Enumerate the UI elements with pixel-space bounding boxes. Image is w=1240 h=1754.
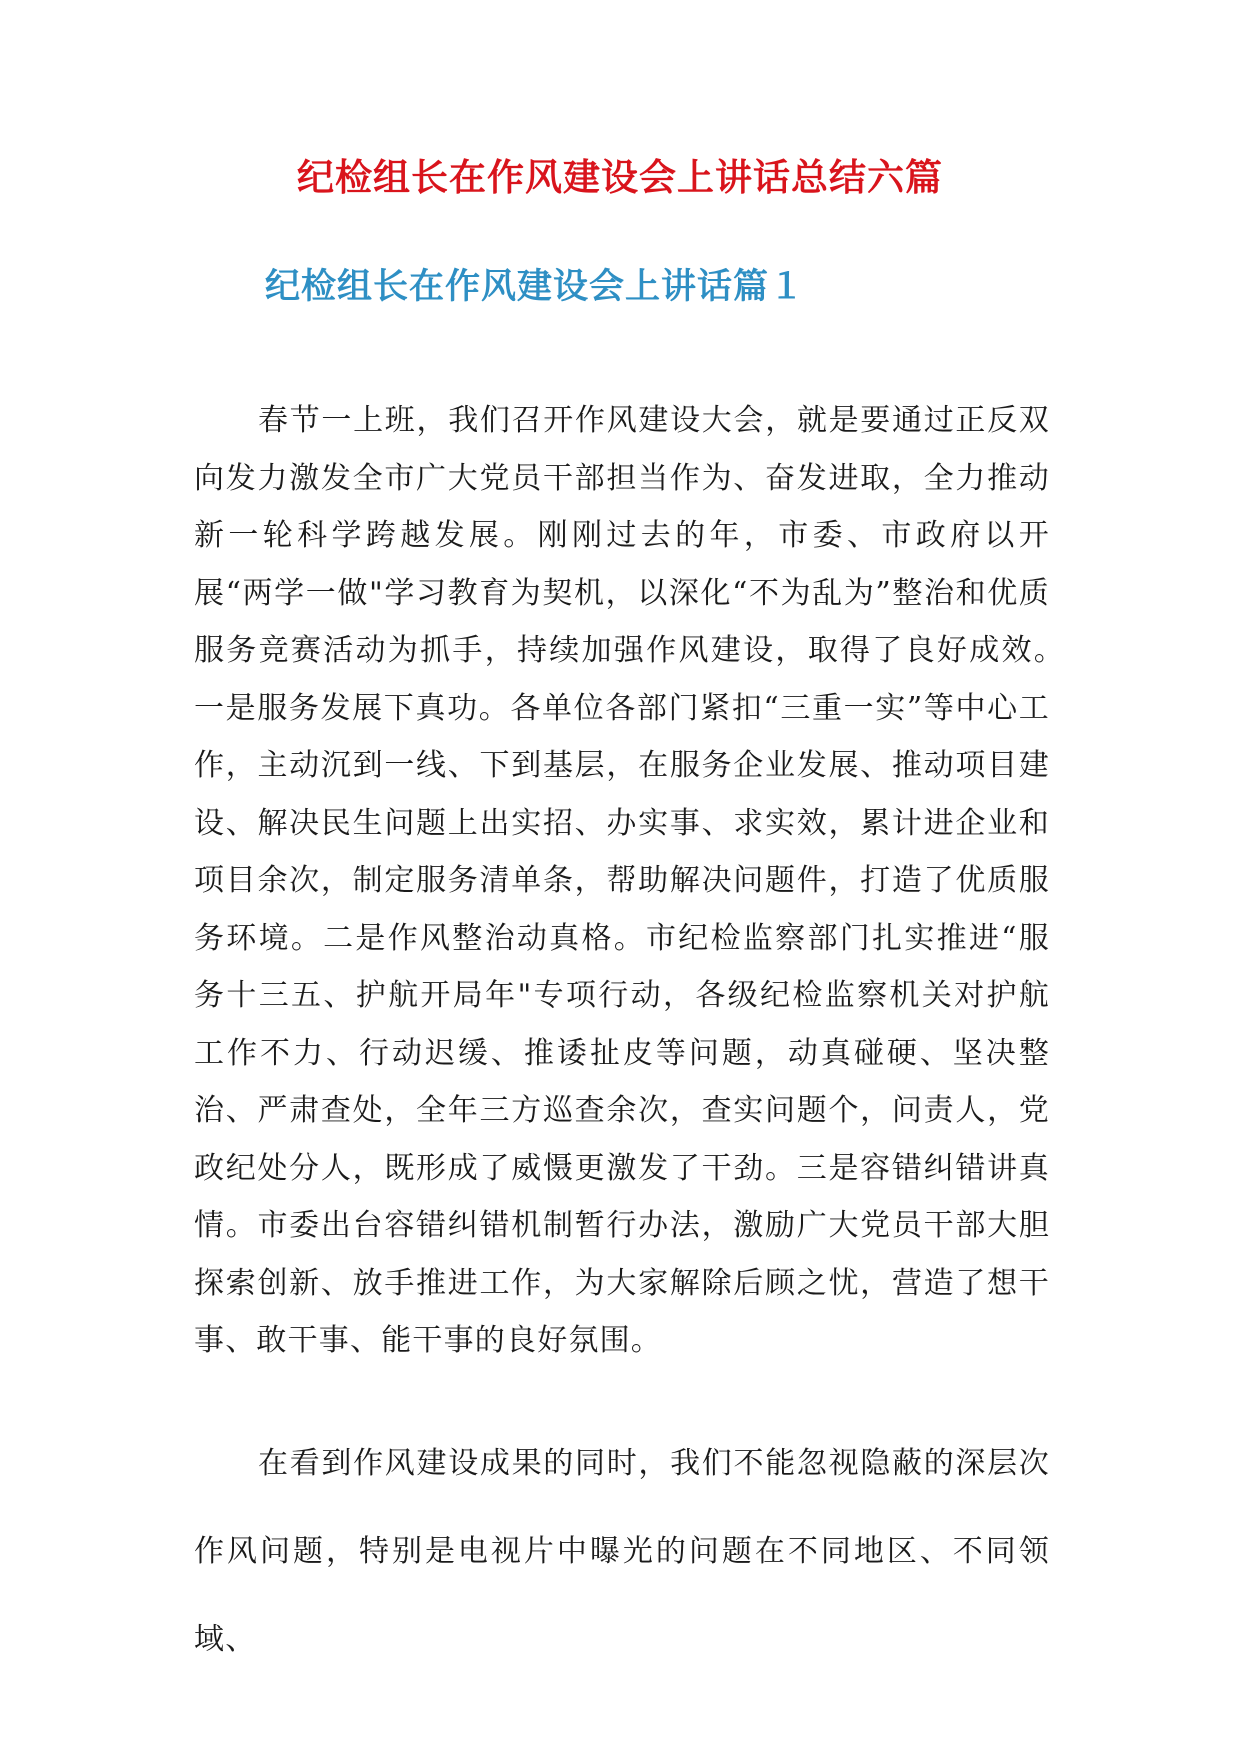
- document-title: 纪检组长在作风建设会上讲话总结六篇: [297, 155, 943, 199]
- section-title: 纪检组长在作风建设会上讲话篇１: [265, 266, 806, 307]
- body-paragraph-1: 春节一上班，我们召开作风建设大会，就是要通过正反双向发力激发全市广大党员干部担当作为、奋发进取，全力推动新一轮科学跨越发展。刚刚过去的年，市委、市政府以开展“两学一做"学习教育为契机，以深化“不为乱为”整治和优质服务竞赛活动为抓手，持续加强作风建设，取得了良好成效。 一是服务发展下真功。各单位各部门紧扣“三重一实”等中心工作，主动沉到一线、下到基层，在服务企业发展、推动项目建设、解决民生问题上出实招、办实事、求实效，累计进企业和项目余次，制定服务清单条，帮助解决问题件，打造了优质服务环境。二是作风整治动真格。市纪检监察部门扎实推进“服务十三五、护航开局年"专项行动，各级纪检监察机关对护航工作不力、行动迟缓、推诿扯皮等问题，动真碰硬、坚决整治、严肃查处，全年三方巡查余次，查实问题个，问责人，党政纪处分人，既形成了威慑更激发了干劲。三是容错纠错讲真情。市委出台容错纠错机制暂行办法，激励广大党员干部大胆探索创新、放手推进工作，为大家解除后顾之忧，营造了想干事、敢干事、能干事的良好氛围。: [194, 403, 1082, 1358]
- body-paragraph-2: 在看到作风建设成果的同时，我们不能忽视隐蔽的深层次作风问题，特别是电视片中曝光的问题在不同地区、不同领域、: [194, 1446, 1050, 1657]
